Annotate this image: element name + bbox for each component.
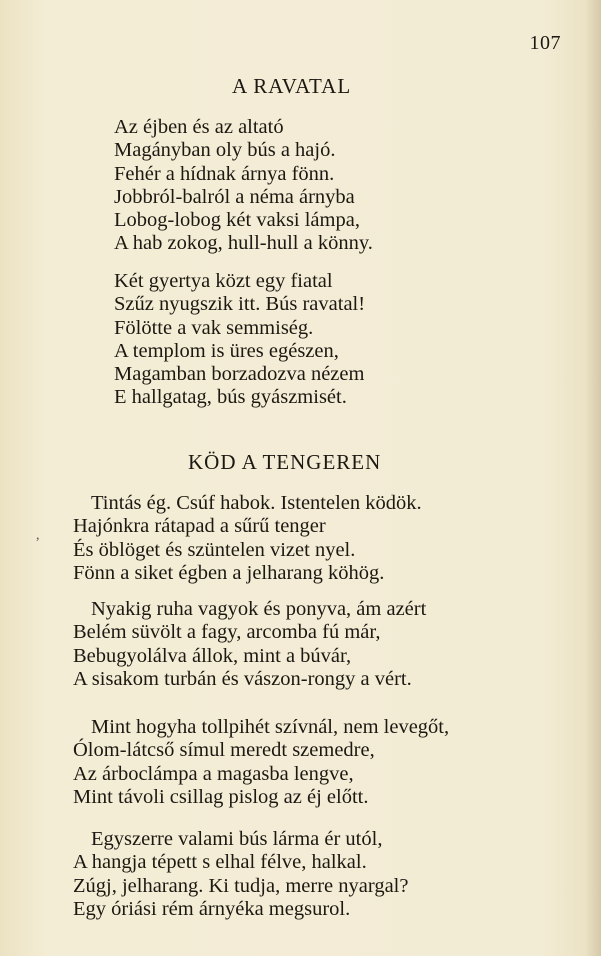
verse-line: Fölötte a vak semmiség. [114,316,314,339]
verse-line: Ólom-látcső símul meredt szemedre, [73,739,375,762]
verse-line: Magamban borzadozva nézem [114,363,365,386]
verse-line: Lobog-lobog két vaksi lámpa, [114,209,360,232]
verse-line: Egy óriási rém árnyéka megsurol. [73,897,351,920]
verse-line: E hallgatag, bús gyászmisét. [114,386,347,409]
margin-pencil-mark: , [36,528,40,543]
verse-line: Fönn a siket égben a jelharang köhög. [73,561,385,584]
poem2-stanza-1 [73,492,422,585]
verse-line: Belém süvölt a fagy, arcomba fú már, [73,621,381,644]
page-edge-shadow [585,0,601,956]
verse-line: Tintás ég. Csúf habok. Istentelen ködök. [91,492,422,514]
poem-title-kod-a-tengeren: KÖD A TENGEREN [188,450,382,474]
verse-line: És öblöget és szüntelen vizet nyel. [73,538,356,561]
verse-line: Zúgj, jelharang. Ki tudja, merre nyargal? [73,874,409,897]
poem1-stanza-2 [114,270,365,410]
verse-line: Fehér a hídnak árnya fönn. [114,162,335,185]
verse-line: Az éjben és az altató [114,116,284,138]
poem2-stanza-3 [73,716,449,809]
verse-line: Egyszerre valami bús lárma ér utól, [91,828,383,850]
verse-line: Bebugyolálva állok, mint a búvár, [73,644,352,667]
verse-line: A hab zokog, hull-hull a könny. [114,232,373,255]
verse-line: Nyakig ruha vagyok és ponyva, ám azért [91,598,427,620]
verse-line: Hajónkra rátapad a sűrű tenger [73,515,326,538]
poem-title-ravatal: A RAVATAL [232,74,352,98]
verse-line: Mint távoli csillag pislog az éj előtt. [73,785,369,808]
verse-line: Magányban oly bús a hajó. [114,139,336,162]
poem2-stanza-4 [73,828,408,921]
page-number: 107 [529,32,561,54]
verse-line: A templom is üres egészen, [114,339,339,362]
verse-line: Szűz nyugszik itt. Bús ravatal! [114,293,366,316]
poem2-stanza-2 [73,598,426,691]
verse-line: A sisakom turbán és vászon-rongy a vért. [73,667,412,690]
verse-line: Jobbról-balról a néma árnyba [114,185,355,208]
verse-line: Két gyertya közt egy fiatal [114,270,333,292]
verse-line: Az árboclámpa a magasba lengve, [73,762,354,785]
verse-line: A hangja tépett s elhal félve, halkal. [73,851,367,874]
verse-line: Mint hogyha tollpihét szívnál, nem levegőt, [91,716,450,738]
poem1-stanza-1 [114,116,373,256]
